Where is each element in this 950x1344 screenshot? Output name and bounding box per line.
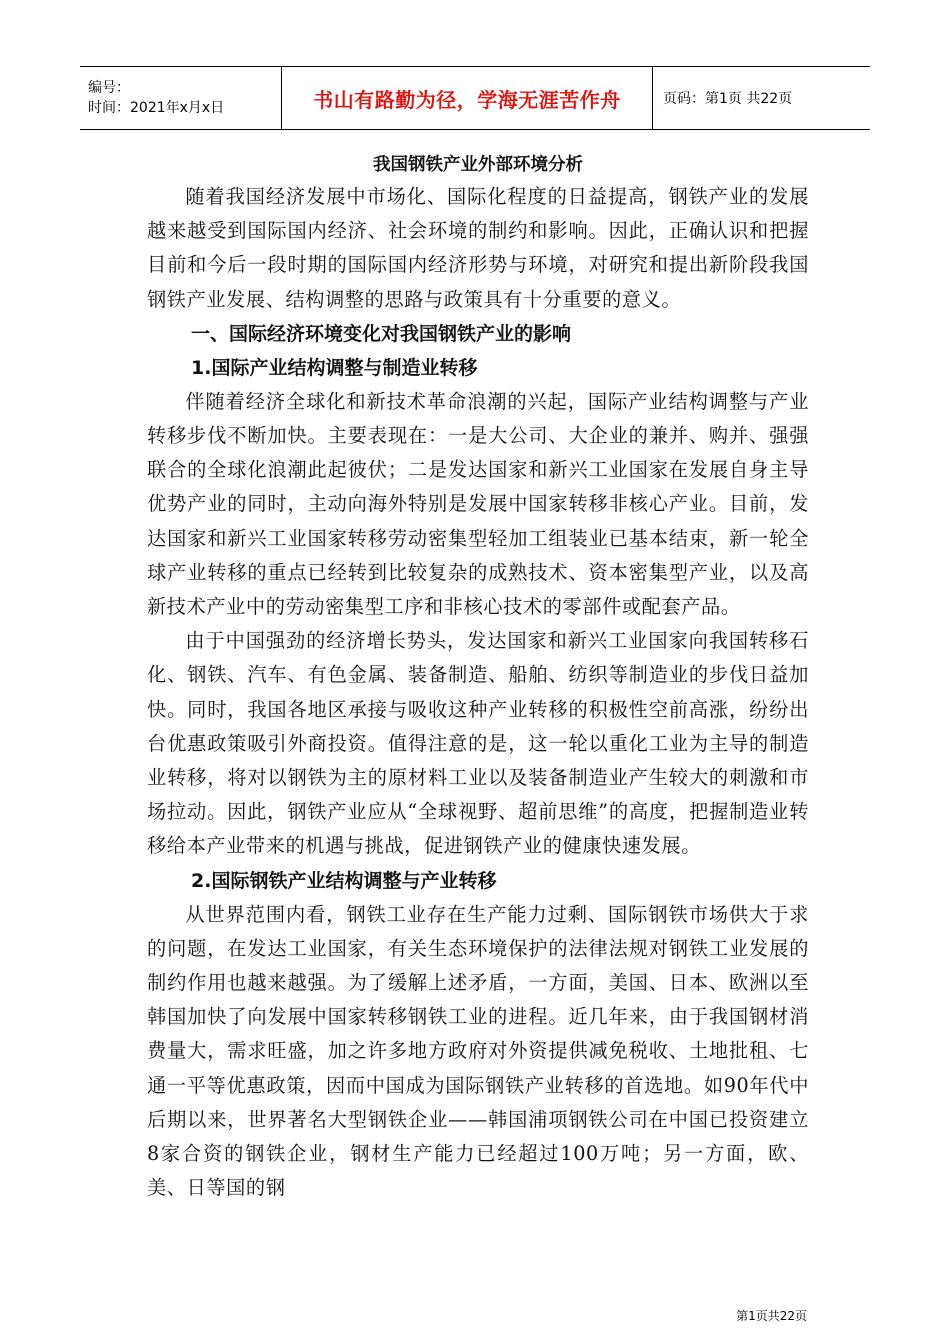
header-page-cell [653, 67, 870, 129]
header-page-number: 页码：第1页 共22页 [663, 91, 793, 107]
header-motto-cell [282, 67, 653, 129]
header-meta-cell [80, 67, 282, 129]
subsection-heading: 1.国际产业结构调整与制造业转移 [191, 356, 478, 379]
section-heading: 一、国际经济环境变化对我国钢铁产业的影响 [191, 322, 572, 345]
header-motto: 书山有路勤为径，学海无涯苦作舟 [313, 87, 621, 112]
body-paragraph: 由于中国强劲的经济增长势头，发达国家和新兴工业国家向我国转移石化、钢铁、汽车、有色金属、装备制造、船舶、纺织等制造业的步伐日益加快。同时，我国各地区承接与吸收这种产业转移的积极性空前高涨，纷纷出台优惠政策吸引外商投资。值得注意的是，这一轮以重化工业为主导的制造业转移，将对以钢铁为主的原材料工业以及装备制造业产生较大的刺激和市场拉动。因此，钢铁产业应从“全球视野、超前思维”的高度，把握制造业转移给本产业带来的机遇与挑战，促进钢铁产业的健康快速发展。 [147, 629, 809, 858]
subsection-heading: 2.国际钢铁产业结构调整与产业转移 [191, 869, 497, 892]
document-number-label: 编号： [88, 80, 130, 96]
page-footer: 第1页共22页 [736, 1309, 807, 1323]
document-title: 我国钢铁产业外部环境分析 [373, 155, 583, 175]
body-paragraph: 从世界范围内看，钢铁工业存在生产能力过剩、国际钢铁市场供大于求的问题，在发达工业国家，有关生态环境保护的法律法规对钢铁工业发展的制约作用也越来越强。为了缓解上述矛盾，一方面，美国、日本、欧洲以至韩国加快了向发展中国家转移钢铁工业的进程。近几年来，由于我国钢材消费量大，需求旺盛，加之许多地方政府对外资提供减免税收、土地批租、七通一平等优惠政策，因而中国成为国际钢铁产业转移的首选地。如90年代中后期以来，世界著名大型钢铁企业——韩国浦项钢铁公司在中国已投资建立8家合资的钢铁企业，钢材生产能力已经超过100万吨；另一方面，欧、美、日等国的钢 [147, 902, 809, 1200]
body-paragraph: 伴随着经济全球化和新技术革命浪潮的兴起，国际产业结构调整与产业转移步伐不断加快。主要表现在：一是大公司、大企业的兼并、购并、强强联合的全球化浪潮此起彼伏；二是发达国家和新兴工业国家在发展自身主导优势产业的同时，主动向海外特别是发展中国家转移非核心产业。目前，发达国家和新兴工业国家转移劳动密集型轻加工组装业已基本结束，新一轮全球产业转移的重点已经转到比较复杂的成熟技术、资本密集型产业，以及高新技术产业中的劳动密集型工序和非核心技术的零部件或配套产品。 [147, 389, 809, 619]
document-time-label: 时间：2021年x月x日 [88, 100, 225, 116]
document-body [147, 150, 809, 1205]
page-header [80, 66, 870, 130]
intro-paragraph: 随着我国经济发展中市场化、国际化程度的日益提高，钢铁产业的发展越来越受到国际国内经济、社会环境的制约和影响。因此，正确认识和把握目前和今后一段时期的国际国内经济形势与环境，对研究和提出新阶段我国钢铁产业发展、结构调整的思路与政策具有十分重要的意义。 [147, 185, 809, 311]
